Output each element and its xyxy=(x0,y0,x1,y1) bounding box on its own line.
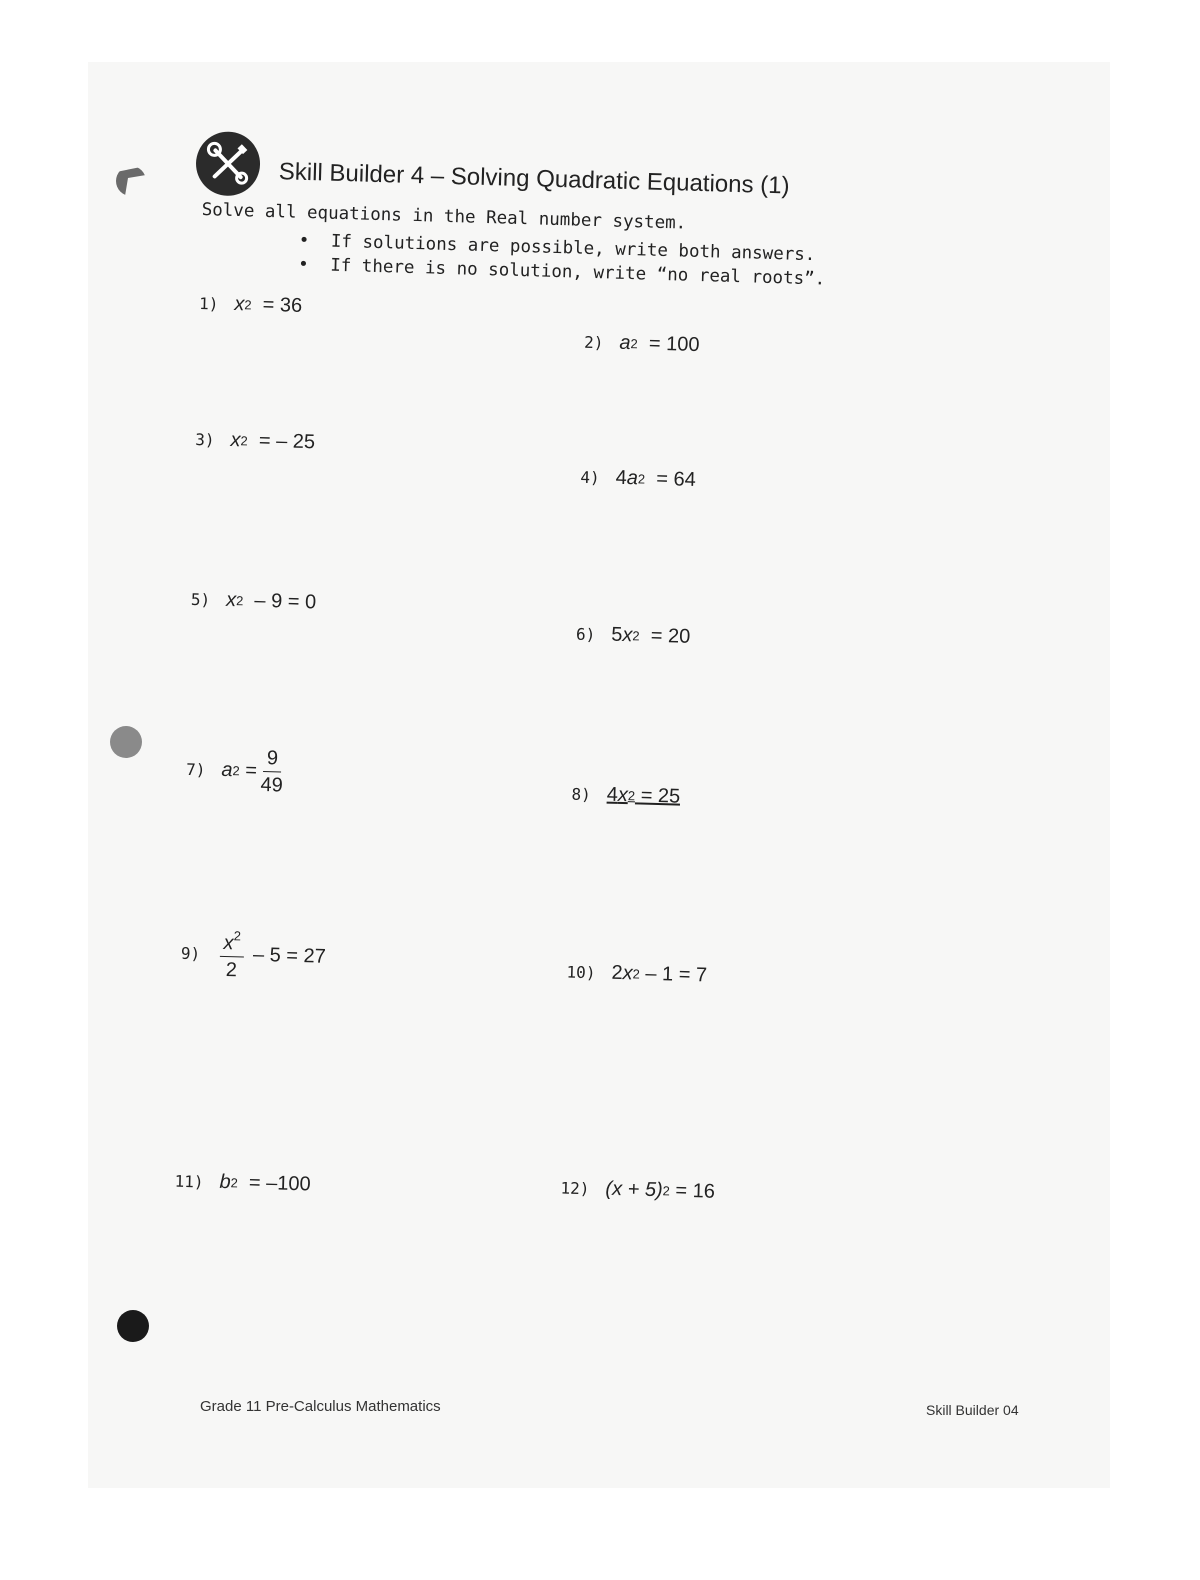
problem-11: 11) b 2 = –100 xyxy=(174,1170,311,1196)
problem-4: 4) 4 a 2 = 64 xyxy=(580,466,697,491)
instructions: Solve all equations in the Real number system. xyxy=(201,200,687,234)
problem-1: 1) x 2 = 36 xyxy=(198,293,303,317)
problem-2: 2) a 2 = 100 xyxy=(583,331,700,356)
problem-5: 5) x 2 – 9 = 0 xyxy=(190,588,317,614)
bullet-item: • If there is no solution, write “no real roots”. xyxy=(298,253,826,292)
footer-right: Skill Builder 04 xyxy=(926,1402,1019,1418)
instruction-bullets xyxy=(298,229,826,292)
page-title: Skill Builder 4 – Solving Quadratic Equations (1) xyxy=(278,158,790,200)
problem-12: 12) (x + 5) 2 = 16 xyxy=(560,1177,716,1203)
problem-3: 3) x 2 = – 25 xyxy=(195,428,316,454)
problem-7: 7) a 2 = $\frac{9}{49}$ xyxy=(185,747,284,797)
bullet-item: • If solutions are possible, write both answers. xyxy=(299,229,827,268)
problem-10: 10) 2 x 2 – 1 = 7 xyxy=(566,961,708,987)
footer-left: Grade 11 Pre-Calculus Mathematics xyxy=(200,1398,441,1415)
problem-6: 6) 5 x 2 = 20 xyxy=(575,623,691,648)
problem-8: 8) 4 x 2 = 25 xyxy=(571,783,681,808)
wrench-screwdriver-icon xyxy=(195,131,261,197)
problem-9: 9) $\frac{x^2}{2}$ – 5 = 27 xyxy=(180,928,327,982)
